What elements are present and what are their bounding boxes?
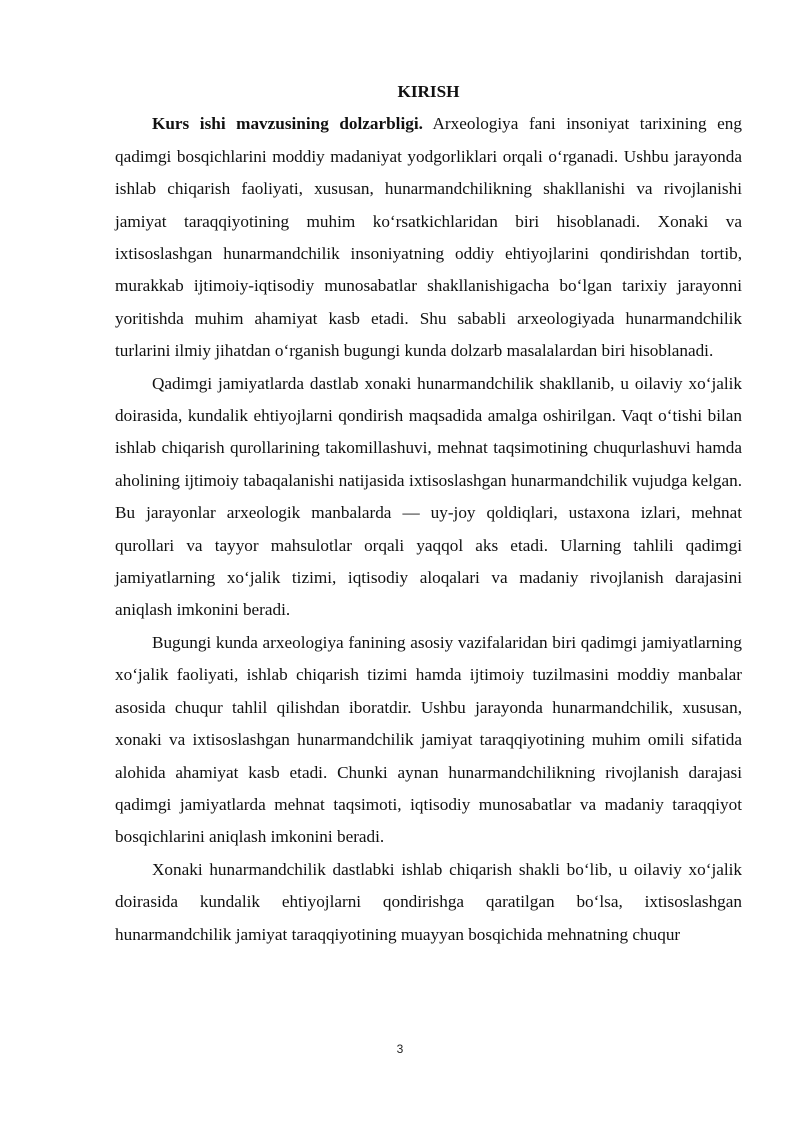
paragraph-1-text: Arxeologiya fani insoniyat tarixining eng qadimgi bosqichlarini moddiy madaniyat yodgorliklari orqali oʻrganadi. Ushbu jarayonda ishlab chiqarish faoliyati, xususan, hunarmandchilikning shakllanishi va rivojlanishi jamiyat taraqqiyotining muhim koʻrsatkichlaridan biri hisoblanadi. Xonaki va ixtisoslashgan hunarmandchilik insoniyatning oddiy ehtiyojlarini qondirishdan tortib, murakkab ijtimoiy-iqtisodiy munosabatlar shakllanishigacha boʻlgan tarixiy jarayonni yoritishda muhim ahamiyat kasb etadi. Shu sababli arxeologiyada hunarmandchilik turlarini ilmiy jihatdan oʻrganish bugungi kunda dolzarb masalalardan biri hisoblanadi. xyxy=(115,114,742,361)
section-heading: KIRISH xyxy=(397,82,460,101)
paragraph-4: Xonaki hunarmandchilik dastlabki ishlab chiqarish shakli boʻlib, u oilaviy xoʻjalik doirasida kundalik ehtiyojlarni qondirishga qaratilgan boʻlsa, ixtisoslashgan hunarmandchilik jamiyat taraqqiyotining muayyan bosqichida mehnatning chuqur xyxy=(115,859,742,944)
paragraph-3: Bugungi kunda arxeologiya fanining asosiy vazifalaridan biri qadimgi jamiyatlarning xoʻjalik faoliyati, ishlab chiqarish tizimi hamda ijtimoiy tuzilmasini moddiy manbalar asosida chuqur tahlil qilishdan iboratdir. Ushbu jarayonda hunarmandchilik, xususan, xonaki va ixtisoslashgan hunarmandchilik jamiyat taraqqiyotining muhim omili sifatida alohida ahamiyat kasb etadi. Chunki aynan hunarmandchilikning rivojlanish darajasi qadimgi jamiyatlarda mehnat taqsimoti, iqtisodiy munosabatlar va madaniy taraqqiyot bosqichlarini aniqlash imkonini beradi. xyxy=(115,632,742,847)
paragraph-2: Qadimgi jamiyatlarda dastlab xonaki hunarmandchilik shakllanib, u oilaviy xoʻjalik doirasida, kundalik ehtiyojlarni qondirish maqsadida amalga oshirilgan. Vaqt oʻtishi bilan ishlab chiqarish qurollarining takomillashuvi, mehnat taqsimotining chuqurlashuvi hamda aholining ijtimoiy tabaqalanishi natijasida ixtisoslashgan hunarmandchilik vujudga kelgan. Bu jarayonlar arxeologik manbalarda — uy-joy qoldiqlari, ustaxona izlari, mehnat qurollari va tayyor mahsulotlar orqali yaqqol aks etadi. Ularning tahlili qadimgi jamiyatlarning xoʻjalik tizimi, iqtisodiy aloqalari va madaniy rivojlanish darajasini aniqlash imkonini beradi. xyxy=(115,373,742,620)
paragraph-1 xyxy=(115,108,742,367)
document-body xyxy=(115,76,742,951)
page-number: 3 xyxy=(396,1042,404,1056)
paragraph-lead: Kurs ishi mavzusining dolzarbligi. xyxy=(152,114,423,134)
